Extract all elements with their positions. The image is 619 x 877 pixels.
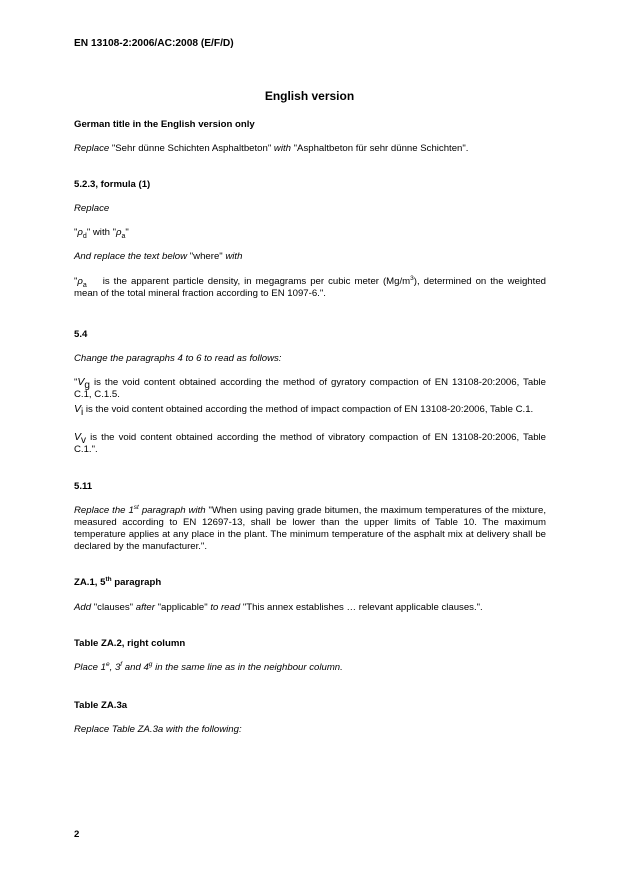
section-heading-za1: ZA.1, 5th paragraph [74,575,162,588]
density-definition: "$\rho_a$ is the apparent particle density, in megagrams per cubic meter $(Mg/m^3)$, determined on the weighted mean of the total mineral fraction according to EN 1097-6.". [74,274,546,299]
void-content-gyratory: "$V_g$ is the void content obtained according the method of gyratory compaction of EN 13108-20:2006, Table C.1, C.1.5. [74,376,546,400]
section-heading-formula: 5.2.3, formula (1) [74,179,151,190]
place-footnotes-instruction: Place 1e, 3$^f$ and 4$^g$ in the same line as in the neighbour column. [74,660,343,673]
void-content-vibratory: $V_v$ is the void content obtained according the method of vibratory compaction of EN 13108-20:2006, Table C.1.". [74,431,546,455]
section-german-title-text: Replace "Sehr dünne Schichten Asphaltbeton" with "Asphaltbeton für sehr dünne Schichten". [74,143,469,154]
section-heading-5-11: 5.11 [74,481,93,492]
section-heading-5-4: 5.4 [74,329,88,340]
add-clauses-instruction: Add "clauses" after "applicable" to read "This annex establishes … relevant applicable clauses.". [74,602,483,613]
page-number: 2 [74,829,80,840]
replace-text-instruction: And replace the text below "where" with [74,251,243,262]
void-content-impact: $V_i$ is the void content obtained according the method of impact compaction of EN 13108-20:2006, Table C.1. [74,403,534,418]
replace-table-instruction: Replace Table ZA.3a with the following: [74,724,242,735]
page-title: English version [264,89,355,103]
replace-instruction: Replace [74,203,110,214]
document-id-header: EN 13108-2:2006/AC:2008 (E/F/D) [74,38,234,49]
change-paragraphs-instruction: Change the paragraphs 4 to 6 to read as follows: [74,353,282,364]
section-heading-za3a: Table ZA.3a [74,700,128,711]
temperature-paragraph: Replace the 1st paragraph with "When using paving grade bitumen, the maximum temperatures of the mixture, measured according to EN 12697-13, shall be lower than the upper limits of Table 10. The maximum temperature applies at any place in the plant. The minimum temperature of the asphalt mix at delivery shall be declared by the manufacturer.". [74,503,547,552]
symbol-replacement: "$\rho_d$" with "$\rho_a$" [74,227,129,240]
section-heading-za2: Table ZA.2, right column [74,638,186,649]
section-heading-german-title: German title in the English version only [74,119,255,130]
